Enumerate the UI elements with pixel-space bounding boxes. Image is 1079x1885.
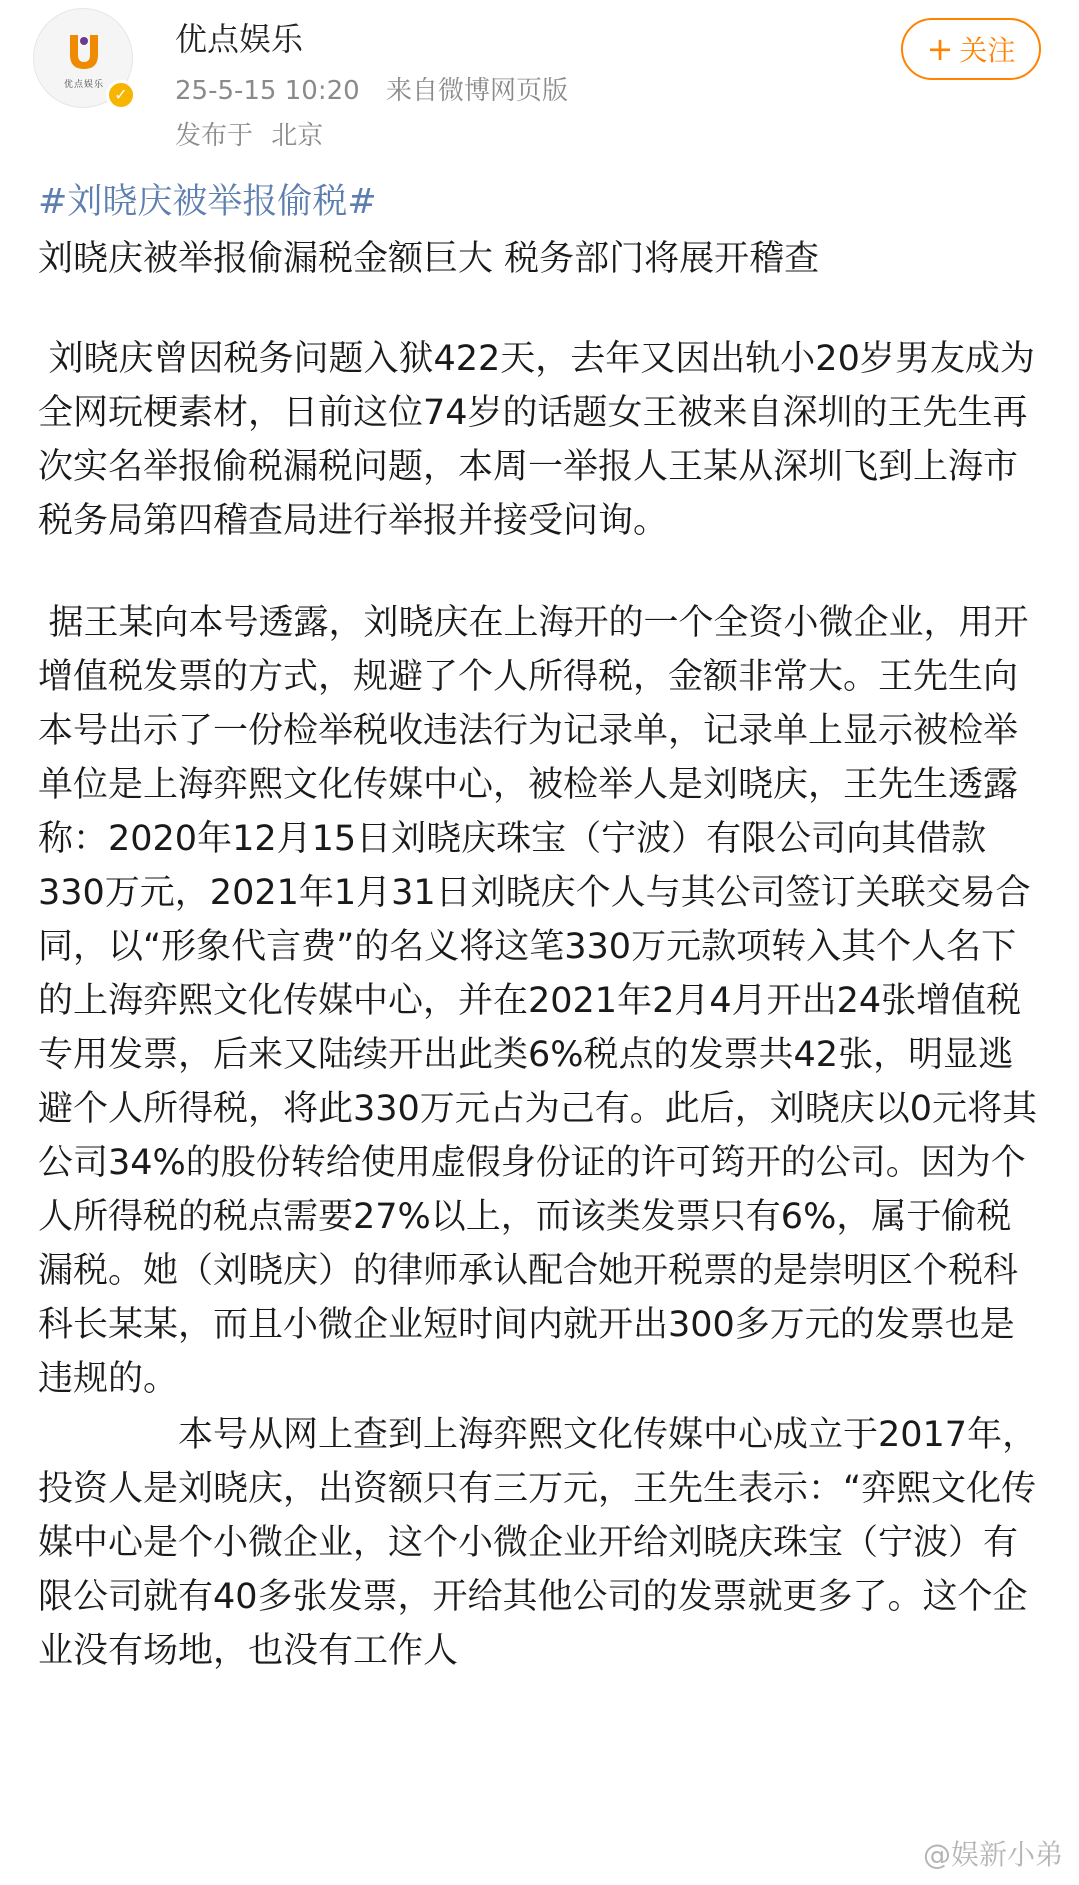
hashtag-link[interactable]: #刘晓庆被举报偷税# bbox=[38, 182, 377, 222]
author-name[interactable]: 优点娱乐 bbox=[175, 20, 304, 58]
post-paragraph-1: 刘晓庆曾因税务问题入狱422天，去年又因出轨小20岁男友成为全网玩梗素材，日前这位74岁的话题女王被来自深圳的王先生再次实名举报偷税漏税问题，本周一举报人王某从深圳飞到上海市税务局第四稽查局进行举报并接受问询。 bbox=[38, 339, 1035, 541]
post-location bbox=[175, 115, 323, 152]
post-paragraph-2: 据王某向本号透露，刘晓庆在上海开的一个全资小微企业，用开增值税发票的方式，规避了个人所得税，金额非常大。王先生向本号出示了一份检举税收违法行为记录单，记录单上显示被检举单位是上海弈熙文化传媒中心，被检举人是刘晓庆，王先生透露称：2020年12月15日刘晓庆珠宝（宁波）有限公司向其借款330万元，2021年1月31日刘晓庆个人与其公司签订关联交易合同，以“形象代言费”的名义将这笔330万元款项转入其个人名下的上海弈熙文化传媒中心，并在2021年2月4月开出24张增值税专用发票，后来又陆续开出此类6%税点的发票共42张，明显逃避个人所得税，将此330万元占为己有。此后，刘晓庆以0元将其公司34%的股份转给使用虚假身份证的许可筠开的公司。因为个人所得税的税点需要27%以上，而该类发票只有6%，属于偷税漏税。她（刘晓庆）的律师承认配合她开税票的是崇明区个税科科长某某，而且小微企业短时间内就开出300多万元的发票也是违规的。 bbox=[38, 603, 1038, 1399]
follow-button[interactable] bbox=[901, 18, 1041, 80]
verified-badge-icon: ✓ bbox=[106, 80, 136, 110]
follow-button-label: 关注 bbox=[959, 34, 1016, 67]
watermark: @娱新小弟 bbox=[922, 1838, 1063, 1871]
brand-logo-icon bbox=[62, 31, 106, 75]
plus-icon: + bbox=[926, 30, 954, 68]
post-source: 来自微博网页版 bbox=[385, 76, 568, 106]
location-value: 北京 bbox=[271, 121, 324, 151]
post-body bbox=[38, 175, 1038, 1678]
post-timestamp: 25-5-15 10:20 bbox=[175, 76, 360, 106]
post-headline: 刘晓庆被举报偷漏税金额巨大 税务部门将展开稽查 bbox=[38, 239, 820, 279]
post-meta bbox=[175, 70, 568, 107]
location-prefix: 发布于 bbox=[175, 121, 254, 151]
post-paragraph-3: 本号从网上查到上海弈熙文化传媒中心成立于2017年，投资人是刘晓庆，出资额只有三万元，王先生表示：“弈熙文化传媒中心是个小微企业，这个小微企业开给刘晓庆珠宝（宁波）有限公司就有40多张发票，开给其他公司的发票就更多了。这个企业没有场地，也没有工作人 bbox=[38, 1415, 1038, 1671]
post-header bbox=[0, 0, 1079, 170]
avatar-caption: 优点娱乐 bbox=[63, 80, 104, 90]
